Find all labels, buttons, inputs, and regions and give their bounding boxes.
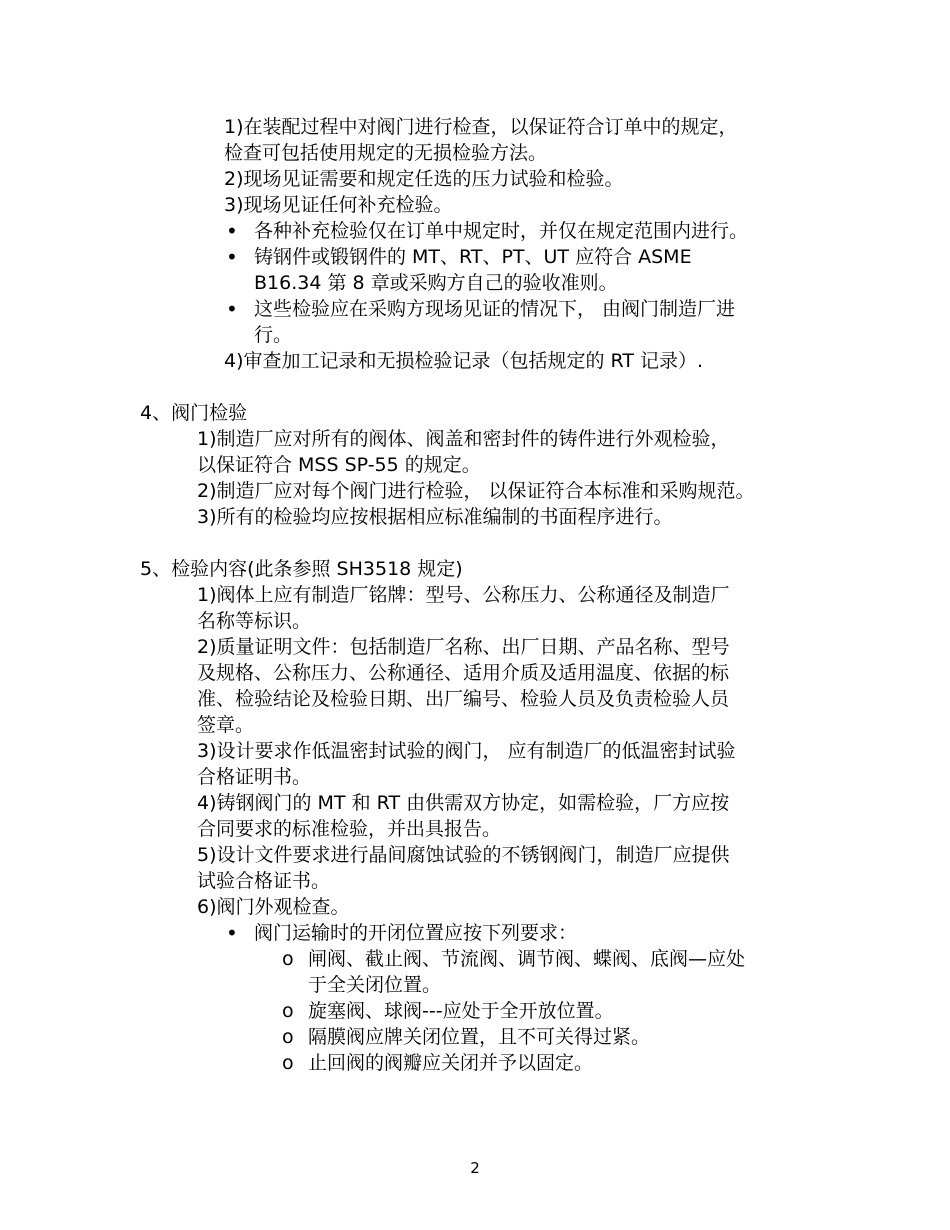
text-line: 2)质量证明文件：包括制造厂名称、出厂日期、产品名称、型号 xyxy=(197,636,730,658)
text-line: 签章。 xyxy=(197,714,255,736)
text-line: 4)铸钢阀门的 MT 和 RT 由供需双方协定，如需检验，厂方应按 xyxy=(197,792,730,814)
text-line: 2)制造厂应对每个阀门进行检验， 以保证符合本标准和采购规范。 xyxy=(197,480,755,502)
text-line: 合格证明书。 xyxy=(197,766,312,788)
block-1 xyxy=(224,114,864,374)
sub-bullet-item xyxy=(280,998,840,1024)
bullet-item xyxy=(224,244,864,296)
sub-bullet-item xyxy=(280,946,840,998)
text-line: 1)在装配过程中对阀门进行检查，以保证符合订单中的规定， xyxy=(224,116,738,138)
text-line: 检查可包括使用规定的无损检验方法。 xyxy=(224,142,548,164)
text-line: o 止回阀的阀瓣应关闭并予以固定。 xyxy=(308,1052,594,1074)
text-line: 于全关闭位置。 xyxy=(308,974,442,996)
text-line: o 闸阀、截止阀、节流阀、调节阀、蝶阀、底阀—应处 xyxy=(308,948,746,970)
section-5-sub-bullets xyxy=(280,946,840,1076)
text-line: 5)设计文件要求进行晶间腐蚀试验的不锈钢阀门，制造厂应提供 xyxy=(197,844,730,866)
text-line: • 各种补充检验仅在订单中规定时，并仅在规定范围内进行。 xyxy=(254,220,749,242)
section-4-heading: 4、阀门检验 xyxy=(140,402,248,424)
section-4-body xyxy=(197,426,877,530)
sub-bullet-item xyxy=(280,1050,840,1076)
text-line: 1)制造厂应对所有的阀体、阀盖和密封件的铸件进行外观检验， xyxy=(197,428,730,450)
text-line: o 隔膜阀应牌关闭位置，且不可关得过紧。 xyxy=(308,1026,651,1048)
text-line: • 这些检验应在采购方现场见证的情况下， 由阀门制造厂进 xyxy=(254,298,736,320)
sub-bullet-item xyxy=(280,1024,840,1050)
section-5-body xyxy=(197,582,877,920)
text-line: 以保证符合 MSS SP-55 的规定。 xyxy=(197,454,481,476)
bullet-item xyxy=(224,920,844,946)
text-line: 行。 xyxy=(254,324,293,346)
text-line: 及规格、公称压力、公称通径、适用介质及适用温度、依据的标 xyxy=(197,662,730,684)
text-line: 合同要求的标准检验，并出具报告。 xyxy=(197,818,502,840)
bullet-item xyxy=(224,296,864,348)
text-line: 名称等标识。 xyxy=(197,610,312,632)
text-line: 1)阀体上应有制造厂铭牌：型号、公称压力、公称通径及制造厂 xyxy=(197,584,730,606)
section-5-bullets xyxy=(224,920,844,946)
text-line: 2)现场见证需要和规定任选的压力试验和检验。 xyxy=(224,168,624,190)
text-line: 3)现场见证任何补充检验。 xyxy=(224,194,453,216)
text-line: 准、检验结论及检验日期、出厂编号、检验人员及负责检验人员 xyxy=(197,688,730,710)
text-line: 3)所有的检验均应按根据相应标准编制的书面程序进行。 xyxy=(197,506,673,528)
text-line: 4)审查加工记录和无损检验记录（包括规定的 RT 记录）. xyxy=(224,350,704,372)
text-line: 试验合格证书。 xyxy=(197,870,331,892)
text-line: 3)设计要求作低温密封试验的阀门， 应有制造厂的低温密封试验 xyxy=(197,740,736,762)
bullet-item xyxy=(224,218,864,244)
text-line: 6)阀门外观检查。 xyxy=(197,896,350,918)
text-line: • 铸钢件或锻钢件的 MT、RT、PT、UT 应符合 ASME xyxy=(254,246,692,268)
text-line: B16.34 第 8 章或采购方自己的验收准则。 xyxy=(254,272,618,294)
text-line: o 旋塞阀、球阀---应处于全开放位置。 xyxy=(308,1000,614,1022)
text-line: • 阀门运输时的开闭位置应按下列要求： xyxy=(254,922,578,944)
section-5-heading: 5、检验内容(此条参照 SH3518 规定) xyxy=(140,558,463,580)
page-number: 2 xyxy=(470,1159,480,1177)
